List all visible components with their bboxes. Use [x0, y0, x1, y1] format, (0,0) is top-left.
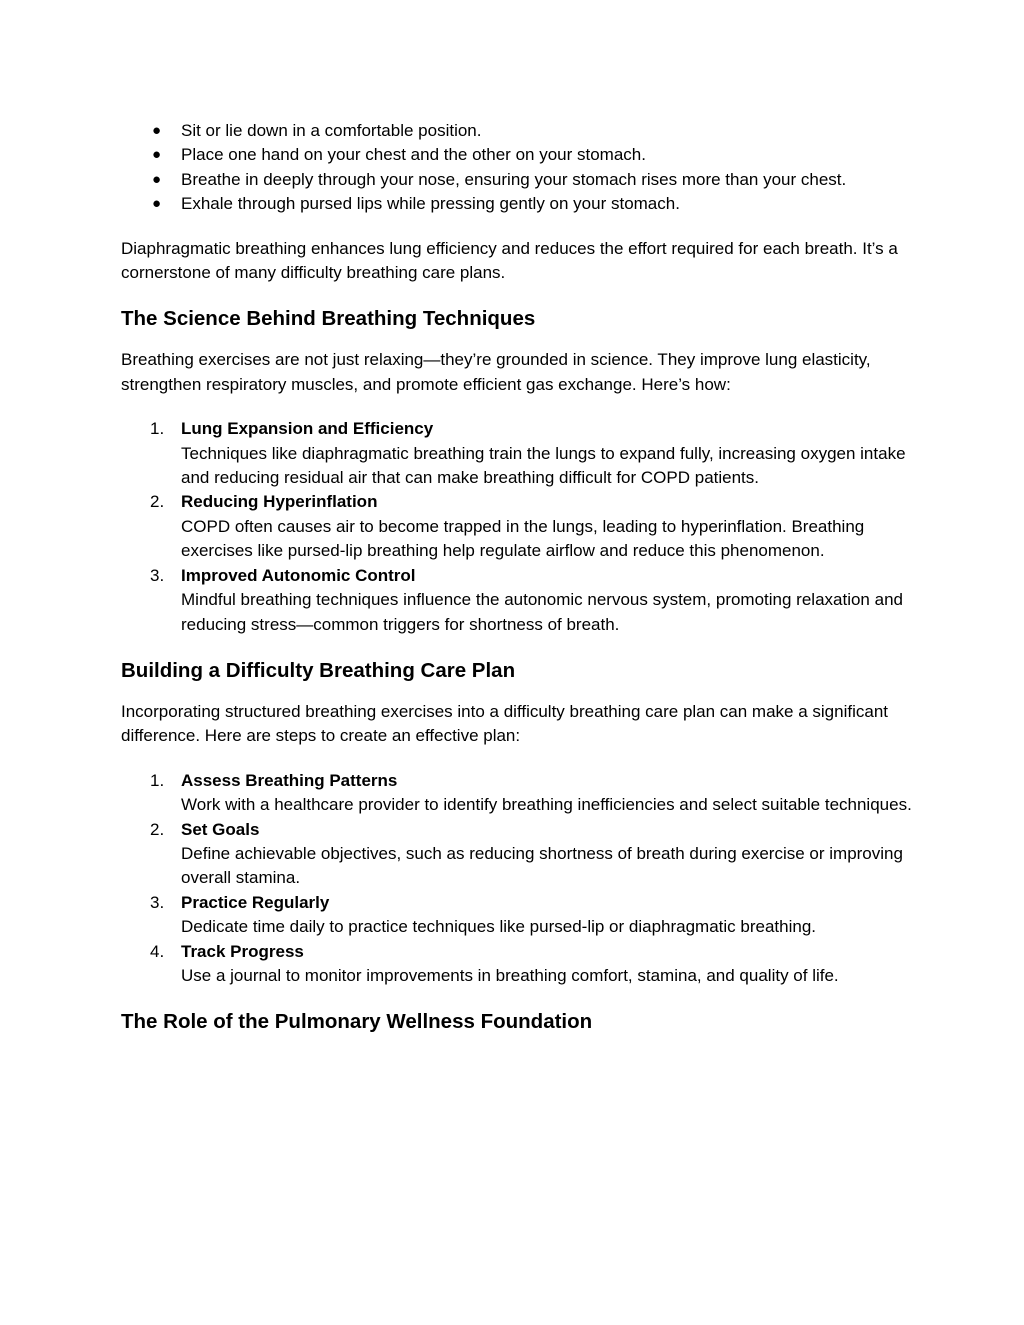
item-title: Set Goals	[181, 819, 260, 839]
item-text: Define achievable objectives, such as reducing shortness of breath during exercise or improving overall stamina.	[181, 843, 903, 888]
item-text: Dedicate time daily to practice techniques like pursed-lip or diaphragmatic breathing.	[181, 917, 817, 937]
item-text: COPD often causes air to become trapped in the lungs, leading to hyperinflation. Breathing exercises like pursed-lip breathing help regulate airflow and reduce this phenomenon.	[181, 516, 865, 561]
item-text: Mindful breathing techniques influence the autonomic nervous system, promoting relaxation and reducing stress—common triggers for shortness of breath.	[181, 590, 903, 634]
list-item	[121, 564, 921, 637]
item-number: 1.	[150, 419, 165, 439]
item-number: 3.	[150, 565, 165, 585]
intro-paragraph: Diaphragmatic breathing enhances lung efficiency and reduces the effort required for each breath. It’s a cornerstone of many difficulty breathing care plans.	[121, 238, 898, 283]
bullet-icon: ●	[152, 146, 162, 164]
item-title: Reducing Hyperinflation	[181, 492, 378, 512]
item-number: 4.	[150, 941, 165, 961]
item-number: 2.	[150, 819, 165, 839]
item-text: Work with a healthcare provider to identify breathing inefficiencies and select suitable techniques.	[181, 795, 912, 815]
item-number: 3.	[150, 892, 165, 912]
item-text: Use a journal to monitor improvements in breathing comfort, stamina, and quality of life.	[181, 965, 839, 985]
bullet-icon: ●	[152, 195, 162, 213]
section-heading-care-plan: Building a Difficulty Breathing Care Plan	[121, 658, 516, 682]
list-item	[121, 417, 921, 490]
list-item	[121, 940, 921, 989]
bullet-icon: ●	[152, 122, 162, 139]
list-item	[121, 818, 921, 891]
list-item	[121, 769, 921, 818]
item-title: Improved Autonomic Control	[181, 565, 416, 585]
care-plan-list	[121, 769, 921, 989]
science-paragraph: Breathing exercises are not just relaxing—they’re grounded in science. They improve lung elasticity, strengthen respiratory muscles, and promote efficient gas exchange. Here’s how:	[121, 350, 871, 394]
science-list	[121, 417, 921, 637]
care-plan-paragraph: Incorporating structured breathing exercises into a difficulty breathing care plan can make a significant difference. Here are steps to create an effective plan:	[121, 701, 889, 746]
item-title: Lung Expansion and Efficiency	[181, 419, 434, 439]
list-item: ● Exhale through pursed lips while pressing gently on your stomach.	[121, 192, 921, 216]
list-item: ● Breathe in deeply through your nose, ensuring your stomach rises more than your chest.	[121, 168, 921, 192]
item-number: 1.	[150, 770, 165, 790]
section-heading-science: The Science Behind Breathing Techniques	[121, 307, 536, 331]
section-heading-foundation: The Role of the Pulmonary Wellness Foundation	[121, 1010, 593, 1034]
list-item	[121, 490, 921, 563]
item-title: Track Progress	[181, 941, 304, 961]
item-title: Assess Breathing Patterns	[181, 770, 398, 790]
bullet-list	[121, 119, 921, 217]
item-title: Practice Regularly	[181, 892, 330, 912]
document-page	[121, 119, 921, 1036]
item-number: 2.	[150, 492, 165, 512]
list-item	[121, 891, 921, 940]
list-item: ● Place one hand on your chest and the other on your stomach.	[121, 143, 921, 167]
list-item: ● Sit or lie down in a comfortable position.	[121, 119, 921, 143]
bullet-icon: ●	[152, 170, 162, 188]
item-text: Techniques like diaphragmatic breathing train the lungs to expand fully, increasing oxygen intake and reducing residual air that can make breathing difficult for COPD patients.	[181, 443, 906, 488]
